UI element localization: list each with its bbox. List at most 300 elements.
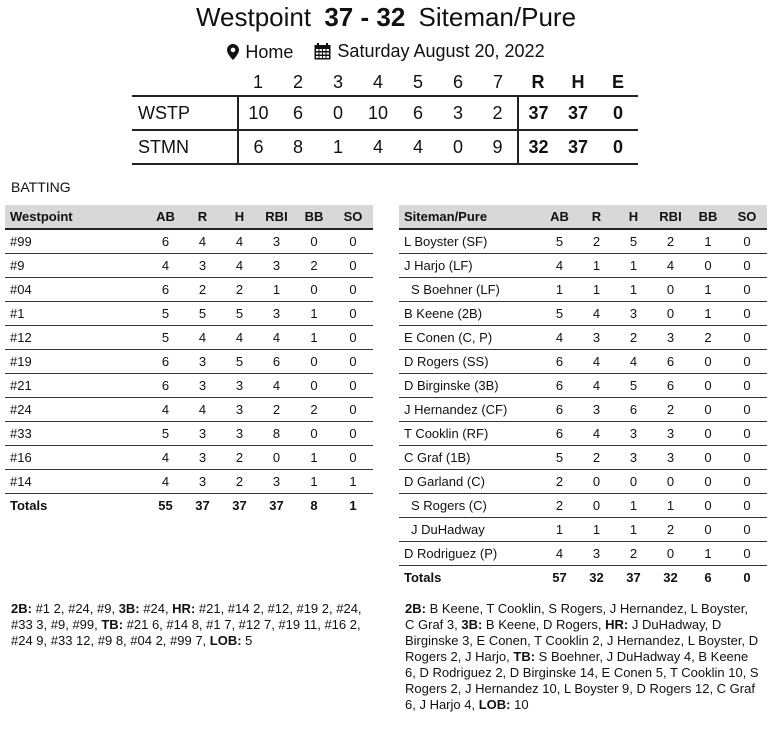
player-name: D Rodriguez (P) (399, 541, 541, 565)
table-row (399, 493, 767, 517)
stat-cell: 4 (541, 541, 578, 565)
stat-cell: 6 (541, 373, 578, 397)
stat-cell: 1 (615, 253, 652, 277)
player-name: T Cooklin (RF) (399, 421, 541, 445)
stat-cell: 5 (615, 229, 652, 253)
home-batting-table (5, 205, 373, 517)
stat-cell: 2 (221, 277, 258, 301)
player-name: D Rogers (SS) (399, 349, 541, 373)
player-name: #24 (5, 397, 147, 421)
note-label: HR: (605, 617, 629, 632)
stat-cell: 6 (615, 397, 652, 421)
stat-cell: 3 (578, 325, 615, 349)
stat-cell: 3 (258, 469, 295, 493)
totals-cell: 8 (310, 497, 318, 513)
stat-cell: 3 (258, 253, 295, 277)
stat-cell: 5 (147, 421, 184, 445)
stat-cell: 0 (333, 253, 373, 277)
stat-cell: 0 (689, 445, 727, 469)
stat-cell: 2 (221, 445, 258, 469)
stat-cell: 0 (727, 469, 767, 493)
stat-cell: 3 (578, 397, 615, 421)
inning-score: 0 (438, 130, 478, 164)
stat-cell: 6 (541, 421, 578, 445)
hits-total: 37 (558, 130, 598, 164)
stat-cell: 0 (333, 445, 373, 469)
table-row (399, 301, 767, 325)
table-row (399, 349, 767, 373)
inning-score: 4 (398, 130, 438, 164)
inning-header: 5 (412, 72, 423, 92)
note-label: 3B: (461, 617, 483, 632)
col-header-r: R (578, 205, 615, 229)
table-row (399, 325, 767, 349)
stat-cell: 0 (727, 325, 767, 349)
date-text: Saturday August 20, 2022 (337, 41, 545, 61)
totals-label: Totals (10, 497, 48, 513)
inning-header: 2 (292, 72, 303, 92)
stat-cell: 6 (147, 373, 184, 397)
stat-cell: 1 (615, 277, 652, 301)
stat-cell: 0 (727, 493, 767, 517)
inning-score: 6 (238, 130, 278, 164)
col-header-ab: AB (541, 205, 578, 229)
game-info (0, 40, 772, 65)
linescore-team: STMN (132, 130, 238, 164)
table-row (5, 349, 373, 373)
stat-cell: 3 (221, 373, 258, 397)
stat-cell: 3 (258, 229, 295, 253)
stat-cell: 1 (295, 301, 333, 325)
stat-cell: 0 (727, 373, 767, 397)
stat-cell: 6 (258, 349, 295, 373)
stat-cell: 4 (615, 349, 652, 373)
stat-cell: 0 (727, 397, 767, 421)
errors-total: 0 (598, 130, 638, 164)
player-name: B Keene (2B) (399, 301, 541, 325)
inning-score: 6 (278, 96, 318, 130)
stat-cell: 3 (184, 421, 221, 445)
totals-cell: 37 (269, 497, 284, 513)
stat-cell: 4 (184, 229, 221, 253)
inning-score: 9 (478, 130, 518, 164)
stat-cell: 0 (615, 469, 652, 493)
stat-cell: 4 (147, 397, 184, 421)
stat-cell: 0 (727, 541, 767, 565)
table-row (399, 421, 767, 445)
inning-score: 10 (238, 96, 278, 130)
inning-score: 10 (358, 96, 398, 130)
stat-cell: 0 (689, 493, 727, 517)
table-row (399, 517, 767, 541)
stat-cell: 1 (578, 517, 615, 541)
col-header-so: SO (333, 205, 373, 229)
stat-cell: 1 (578, 253, 615, 277)
stat-cell: 0 (295, 373, 333, 397)
stat-cell: 3 (184, 373, 221, 397)
game-title (0, 2, 772, 32)
stat-cell: 1 (578, 277, 615, 301)
stat-cell: 0 (727, 253, 767, 277)
inning-header: 1 (252, 72, 263, 92)
team-header: Westpoint (5, 205, 147, 229)
stat-cell: 0 (295, 277, 333, 301)
note-label: 3B: (118, 601, 140, 616)
player-name: #21 (5, 373, 147, 397)
table-row (5, 421, 373, 445)
stat-cell: 4 (258, 325, 295, 349)
stat-cell: 0 (578, 493, 615, 517)
stat-cell: 0 (333, 277, 373, 301)
stat-cell: 2 (184, 277, 221, 301)
col-header-bb: BB (295, 205, 333, 229)
stat-cell: 8 (258, 421, 295, 445)
stat-cell: 2 (295, 397, 333, 421)
stat-cell: 0 (258, 445, 295, 469)
note-text: S Boehner, J DuHadway 4, B Keene 6, D Rodriguez 2, D Birginske 14, E Conen 5, T Cooklin 10, S Rogers 2, J Hernandez 10, L Boyster 9, D Rogers 12, C Graf 6, J Harjo 4, (405, 649, 759, 712)
table-row (5, 253, 373, 277)
stat-cell: 6 (147, 277, 184, 301)
linescore-team-header (132, 70, 238, 96)
note-label: LOB: (478, 697, 511, 712)
stat-cell: 4 (578, 373, 615, 397)
location-text: Home (245, 41, 294, 62)
player-name: J Harjo (LF) (399, 253, 541, 277)
player-name: J DuHadway (399, 517, 541, 541)
stat-cell: 4 (221, 229, 258, 253)
stat-cell: 0 (333, 229, 373, 253)
away-batting-table (399, 205, 767, 589)
stat-cell: 0 (727, 517, 767, 541)
note-label: 2B: (405, 601, 426, 616)
stat-cell: 4 (147, 253, 184, 277)
stat-cell: 2 (221, 469, 258, 493)
stat-cell: 2 (578, 445, 615, 469)
note-label: LOB: (209, 633, 242, 648)
totals-label: Totals (404, 569, 442, 585)
player-name: #16 (5, 445, 147, 469)
stat-cell: 4 (184, 325, 221, 349)
note-text: #24, (139, 601, 173, 616)
hits-header: H (571, 72, 585, 92)
stat-cell: 1 (689, 229, 727, 253)
stat-cell: 0 (689, 373, 727, 397)
inning-score: 8 (278, 130, 318, 164)
note-text: B Keene, T Cooklin, S Rogers, J Hernandez, L Boyster, C Graf 3, (405, 601, 748, 632)
inning-header: 4 (372, 72, 383, 92)
col-header-h: H (615, 205, 652, 229)
player-name: D Birginske (3B) (399, 373, 541, 397)
stat-cell: 3 (184, 253, 221, 277)
stat-cell: 2 (578, 229, 615, 253)
note-label: HR: (172, 601, 196, 616)
home-team-name: Westpoint (195, 2, 312, 32)
stat-cell: 6 (541, 349, 578, 373)
totals-cell: 1 (349, 497, 357, 513)
stat-cell: 4 (652, 253, 689, 277)
totals-cell: 37 (195, 497, 210, 513)
inning-score: 0 (318, 96, 358, 130)
stat-cell: 1 (689, 541, 727, 565)
stat-cell: 3 (652, 325, 689, 349)
note-text: 10 (510, 697, 529, 712)
player-name: #99 (5, 229, 147, 253)
totals-row (5, 493, 373, 517)
stat-cell: 5 (541, 445, 578, 469)
stat-cell: 0 (333, 421, 373, 445)
inning-score: 6 (398, 96, 438, 130)
stat-cell: 2 (258, 397, 295, 421)
stat-cell: 5 (184, 301, 221, 325)
stat-cell: 0 (689, 517, 727, 541)
table-row (5, 277, 373, 301)
table-row (5, 445, 373, 469)
stat-cell: 0 (652, 541, 689, 565)
table-row (399, 541, 767, 565)
stat-cell: 6 (652, 373, 689, 397)
linescore-table (132, 70, 638, 165)
note-text: #21 6, #14 8, #1 7, #12 7, #19 11, #16 2, #24 9, #33 12, #9 8, #04 2, #99 7, (11, 617, 361, 648)
stat-cell: 0 (689, 421, 727, 445)
inning-score: 1 (318, 130, 358, 164)
runs-total: 32 (518, 130, 558, 164)
stat-cell: 4 (184, 397, 221, 421)
stat-cell: 2 (541, 493, 578, 517)
stat-cell: 2 (652, 229, 689, 253)
stat-cell: 3 (578, 541, 615, 565)
stat-cell: 0 (333, 397, 373, 421)
stat-cell: 4 (258, 373, 295, 397)
stat-cell: 3 (615, 421, 652, 445)
table-row (5, 397, 373, 421)
inning-score: 2 (478, 96, 518, 130)
player-name: E Conen (C, P) (399, 325, 541, 349)
stat-cell: 1 (295, 325, 333, 349)
totals-cell: 55 (158, 497, 173, 513)
stat-cell: 4 (221, 325, 258, 349)
stat-cell: 0 (727, 445, 767, 469)
stat-cell: 0 (727, 277, 767, 301)
player-name: #19 (5, 349, 147, 373)
stat-cell: 6 (541, 397, 578, 421)
inning-score: 3 (438, 96, 478, 130)
col-header-bb: BB (689, 205, 727, 229)
table-row (399, 373, 767, 397)
totals-row (399, 565, 767, 589)
table-row (399, 229, 767, 253)
player-name: #14 (5, 469, 147, 493)
player-name: #9 (5, 253, 147, 277)
stat-cell: 2 (652, 517, 689, 541)
linescore-row (132, 130, 638, 164)
totals-cell: 6 (704, 569, 712, 585)
player-name: #1 (5, 301, 147, 325)
player-name: D Garland (C) (399, 469, 541, 493)
totals-cell: 32 (663, 569, 678, 585)
final-score: 37 - 32 (324, 2, 406, 32)
stat-cell: 6 (147, 229, 184, 253)
table-row (399, 277, 767, 301)
stat-cell: 1 (652, 493, 689, 517)
stat-cell: 1 (615, 493, 652, 517)
hits-total: 37 (558, 96, 598, 130)
col-header-r: R (184, 205, 221, 229)
totals-cell: 37 (232, 497, 247, 513)
stat-cell: 1 (689, 277, 727, 301)
stat-cell: 0 (295, 349, 333, 373)
batting-section-label: BATTING (11, 179, 71, 195)
table-row (5, 469, 373, 493)
stat-cell: 4 (147, 469, 184, 493)
team-header: Siteman/Pure (399, 205, 541, 229)
stat-cell: 0 (295, 421, 333, 445)
stat-cell: 3 (615, 301, 652, 325)
player-name: S Rogers (C) (399, 493, 541, 517)
linescore-row (132, 96, 638, 130)
away-team-name: Siteman/Pure (418, 2, 577, 32)
stat-cell: 4 (578, 301, 615, 325)
totals-cell: 37 (626, 569, 641, 585)
table-row (5, 301, 373, 325)
stat-cell: 5 (147, 301, 184, 325)
stat-cell: 0 (333, 349, 373, 373)
player-name: C Graf (1B) (399, 445, 541, 469)
totals-cell: 0 (743, 569, 751, 585)
stat-cell: 3 (652, 445, 689, 469)
stat-cell: 3 (652, 421, 689, 445)
stat-cell: 4 (541, 253, 578, 277)
stat-cell: 0 (727, 301, 767, 325)
stat-cell: 0 (689, 253, 727, 277)
stat-cell: 1 (333, 469, 373, 493)
stat-cell: 3 (615, 445, 652, 469)
table-row (399, 469, 767, 493)
errors-header: E (611, 72, 624, 92)
home-batting-notes (11, 601, 371, 649)
location (227, 41, 293, 63)
stat-cell: 5 (541, 229, 578, 253)
stat-cell: 5 (221, 301, 258, 325)
stat-cell: 1 (689, 301, 727, 325)
stat-cell: 4 (541, 325, 578, 349)
stat-cell: 0 (689, 397, 727, 421)
stat-cell: 0 (689, 349, 727, 373)
stat-cell: 2 (615, 325, 652, 349)
player-name: L Boyster (SF) (399, 229, 541, 253)
stat-cell: 3 (184, 349, 221, 373)
stat-cell: 2 (541, 469, 578, 493)
linescore-team: WSTP (132, 96, 238, 130)
stat-cell: 0 (333, 301, 373, 325)
away-batting-notes (405, 601, 760, 713)
stat-cell: 5 (615, 373, 652, 397)
player-name: S Boehner (LF) (399, 277, 541, 301)
stat-cell: 0 (727, 421, 767, 445)
stat-cell: 5 (221, 349, 258, 373)
stat-cell: 2 (689, 325, 727, 349)
note-label: 2B: (11, 601, 32, 616)
note-label: TB: (101, 617, 124, 632)
stat-cell: 1 (295, 445, 333, 469)
inning-header: 3 (332, 72, 343, 92)
errors-total: 0 (598, 96, 638, 130)
stat-cell: 1 (295, 469, 333, 493)
table-row (5, 325, 373, 349)
note-text: J DuHadway, D Birginske 3, E Conen, T Cooklin 2, J Hernandez, L Boyster, D Rogers 2, J Harjo, (405, 617, 759, 664)
player-name: #04 (5, 277, 147, 301)
col-header-ab: AB (147, 205, 184, 229)
totals-cell: 32 (589, 569, 604, 585)
inning-header: 6 (452, 72, 463, 92)
stat-cell: 4 (221, 253, 258, 277)
stat-cell: 0 (333, 373, 373, 397)
stat-cell: 6 (652, 349, 689, 373)
inning-score: 4 (358, 130, 398, 164)
totals-cell: 57 (552, 569, 567, 585)
stat-cell: 3 (221, 397, 258, 421)
note-text: B Keene, D Rogers, (482, 617, 606, 632)
stat-cell: 4 (578, 421, 615, 445)
table-row (399, 397, 767, 421)
map-pin-icon (227, 44, 239, 60)
stat-cell: 1 (541, 517, 578, 541)
stat-cell: 0 (727, 349, 767, 373)
table-row (5, 373, 373, 397)
player-name: J Hernandez (CF) (399, 397, 541, 421)
stat-cell: 3 (184, 469, 221, 493)
stat-cell: 3 (221, 421, 258, 445)
stat-cell: 0 (652, 301, 689, 325)
stat-cell: 0 (689, 469, 727, 493)
stat-cell: 2 (615, 541, 652, 565)
stat-cell: 0 (295, 229, 333, 253)
note-text: #21, #14 2, #12, #19 2, #24, #33 3, #9, #99, (11, 601, 362, 632)
stat-cell: 0 (333, 325, 373, 349)
stat-cell: 4 (147, 445, 184, 469)
stat-cell: 6 (147, 349, 184, 373)
note-label: TB: (513, 649, 536, 664)
stat-cell: 1 (615, 517, 652, 541)
inning-header: 7 (492, 72, 503, 92)
col-header-rbi: RBI (652, 205, 689, 229)
stat-cell: 3 (184, 445, 221, 469)
note-text: #1 2, #24, #9, (31, 601, 119, 616)
stat-cell: 5 (147, 325, 184, 349)
stat-cell: 0 (652, 469, 689, 493)
date (314, 40, 544, 62)
stat-cell: 2 (652, 397, 689, 421)
stat-cell: 0 (578, 469, 615, 493)
stat-cell: 0 (652, 277, 689, 301)
table-row (5, 229, 373, 253)
col-header-rbi: RBI (258, 205, 295, 229)
col-header-so: SO (727, 205, 767, 229)
stat-cell: 0 (727, 229, 767, 253)
calendar-icon (314, 43, 331, 60)
table-row (399, 253, 767, 277)
note-text: 5 (241, 633, 253, 648)
stat-cell: 2 (295, 253, 333, 277)
table-row (399, 445, 767, 469)
stat-cell: 4 (578, 349, 615, 373)
stat-cell: 1 (541, 277, 578, 301)
player-name: #33 (5, 421, 147, 445)
stat-cell: 1 (258, 277, 295, 301)
col-header-h: H (221, 205, 258, 229)
stat-cell: 5 (541, 301, 578, 325)
runs-header: R (531, 72, 545, 92)
player-name: #12 (5, 325, 147, 349)
